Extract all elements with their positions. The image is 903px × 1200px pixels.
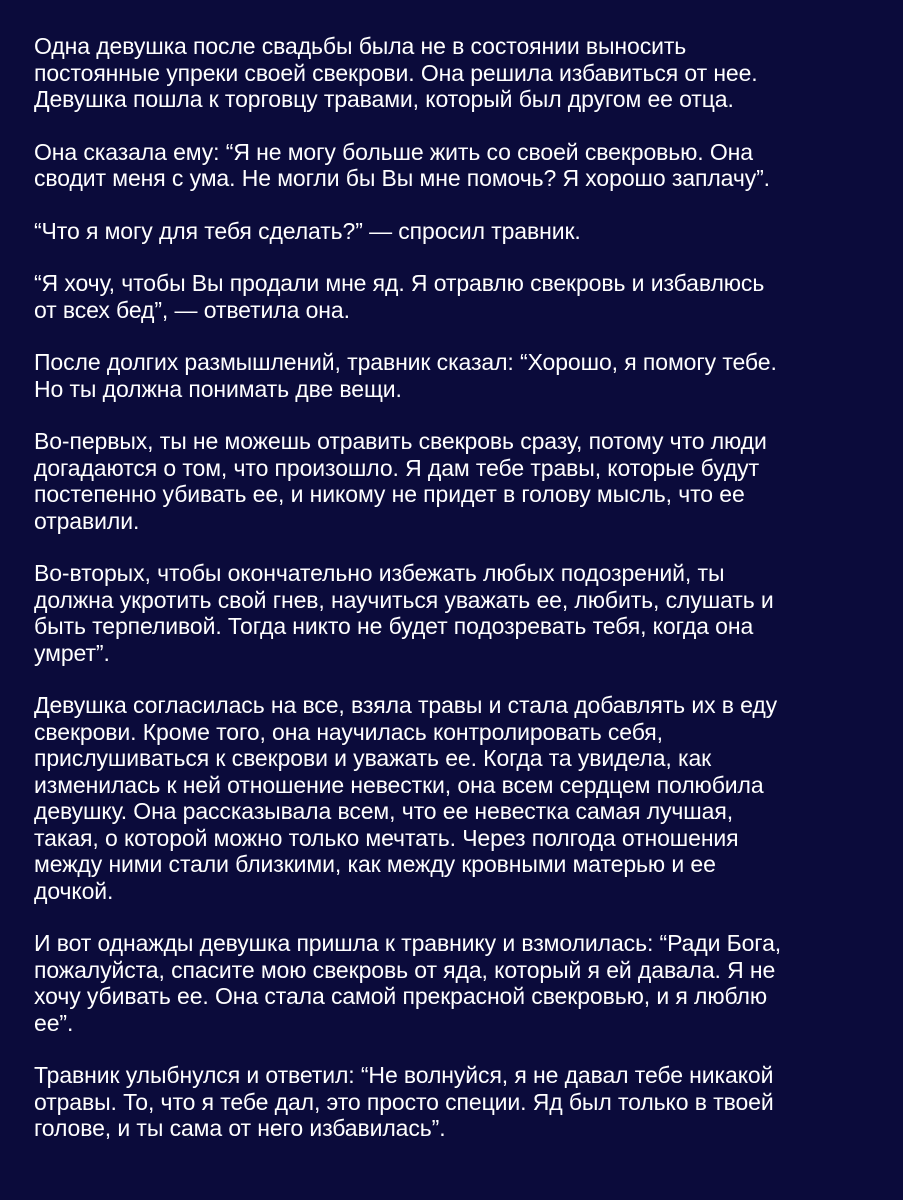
paragraph-3: “Что я могу для тебя сделать?” — спросил травник. [34,217,581,244]
paragraph-9: И вот однажды девушка пришла к травнику и взмолилась: “Ради Бога, пожалуйста, спасите мою свекровь от яда, который я ей давала. Я не хочу убивать ее. Она стала самой прекрасной свекровью, и я люблю ее”. [34,930,782,1036]
paragraph-10: Травник улыбнулся и ответил: “Не волнуйся, я не давал тебе никакой отравы. То, что я тебе дал, это просто специи. Яд был только в твоей голове, и ты сама от него избавилась”. [34,1062,774,1141]
paragraph-2: Она сказала ему: “Я не могу больше жить со своей свекровью. Она сводит меня с ума. Не могли бы Вы мне помочь? Я хорошо заплачу”. [34,138,770,191]
paragraph-1: Одна девушка после свадьбы была не в состоянии выносить постоянные упреки своей свекрови. Она решила избавиться от нее. Девушка пошла к торговцу травами, который был другом ее отца. [34,33,758,112]
paragraph-5: После долгих размышлений, травник сказал: “Хорошо, я помогу тебе. Но ты должна понимать две вещи. [34,349,777,402]
paragraph-6: Во-первых, ты не можешь отравить свекровь сразу, потому что люди догадаются о том, что произошло. Я дам тебе травы, которые будут постепенно убивать ее, и никому не придет в голову мысль, что ее отравили. [34,428,767,534]
paragraph-7: Во-вторых, чтобы окончательно избежать любых подозрений, ты должна укротить свой гнев, научиться уважать ее, любить, слушать и быть терпеливой. Тогда никто не будет подозревать тебя, когда она умрет”. [34,560,774,666]
paragraph-4: “Я хочу, чтобы Вы продали мне яд. Я отравлю свекровь и избавлюсь от всех бед”, — ответила она. [34,270,765,323]
paragraph-8: Девушка согласилась на все, взяла травы и стала добавлять их в еду свекрови. Кроме того, она научилась контролировать себя, прислушиваться к свекрови и уважать ее. Когда та увидела, как изменилась к ней отношение невестки, она всем сердцем полюбила девушку. Она рассказывала всем, что ее невестка самая лучшая, такая, о которой можно только мечтать. Через полгода отношения между ними стали близкими, как между кровными матерью и ее дочкой. [34,692,778,904]
